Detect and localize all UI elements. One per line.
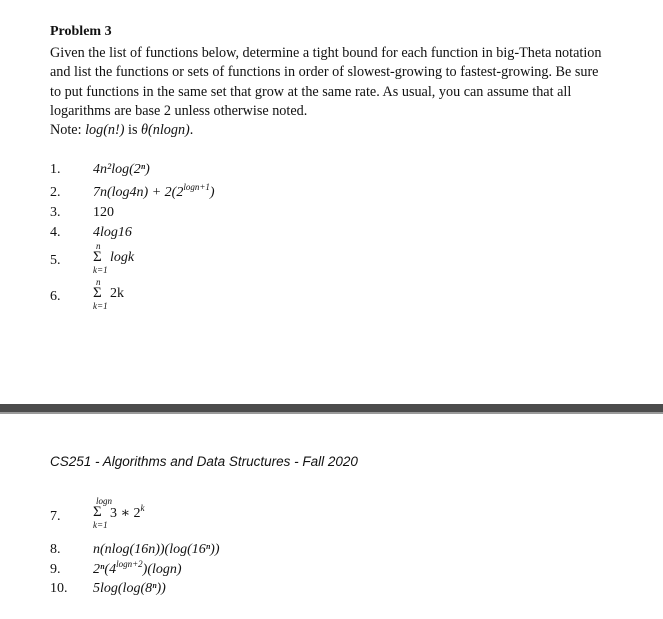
item-number: 8. [50, 542, 61, 557]
item-expression: 5log(log(8ⁿ)) [93, 581, 166, 596]
note-is: is [128, 122, 138, 138]
summation [93, 277, 153, 317]
sum-body-superscript: k [140, 503, 145, 513]
item-expression [93, 559, 182, 578]
expr-main: 2ⁿ(4 [93, 562, 117, 577]
note-expression: log(n!) [85, 122, 125, 138]
page-divider [0, 404, 663, 412]
item-expression: 4log16 [93, 225, 132, 240]
expr-end: )(logn) [142, 562, 182, 577]
item-expression: 4n²log(2ⁿ) [93, 162, 150, 177]
summation [93, 241, 153, 281]
expr-main: 7n(log4n) + 2(2 [93, 185, 184, 200]
item-number: 2. [50, 185, 61, 200]
note-label: Note: [50, 122, 82, 138]
sum-upper-limit: logn [96, 496, 113, 506]
problem-intro: Given the list of functions below, determine a tight bound for each function in big-Theta notation and list the functions or sets of functions in order of slowest-growing to fastest-growing. Be sure to put functions in the same set that grow at the same rate. As usual, you can assume that all logarithms are base 2 unless otherwise noted. [50, 45, 602, 120]
expr-superscript: logn+1 [183, 182, 210, 192]
sum-upper-limit: n [96, 277, 101, 287]
sum-body-main: 3 ∗ 2 [110, 506, 141, 521]
expr-superscript: logn+2 [116, 559, 143, 569]
note-theta: θ(nlogn) [141, 122, 190, 138]
item-number: 5. [50, 253, 61, 268]
sum-lower-limit: k=1 [93, 520, 108, 530]
note-end: . [189, 122, 194, 138]
problem-note [50, 122, 193, 139]
item-expression: n(nlog(16n))(log(16ⁿ)) [93, 542, 220, 557]
summation [93, 496, 153, 536]
sum-lower-limit: k=1 [93, 301, 108, 311]
item-expression: 120 [93, 205, 114, 220]
problem-title: Problem 3 [50, 24, 112, 39]
sum-body: logk [110, 250, 135, 265]
sum-sigma: Σ [93, 285, 102, 301]
sum-lower-limit: k=1 [93, 265, 108, 275]
sum-body: 2k [110, 286, 124, 301]
item-number: 7. [50, 509, 61, 524]
item-number: 3. [50, 205, 61, 220]
item-number: 4. [50, 225, 61, 240]
sum-upper-limit: n [96, 241, 101, 251]
item-expression [93, 182, 215, 201]
expr-end: ) [209, 185, 215, 200]
item-number: 1. [50, 162, 61, 177]
course-title: CS251 - Algorithms and Data Structures - Fall 2020 [50, 454, 358, 469]
item-number: 9. [50, 562, 61, 577]
sum-sigma: Σ [93, 504, 102, 520]
sum-sigma: Σ [93, 249, 102, 265]
sum-body [110, 505, 145, 522]
item-number: 6. [50, 289, 61, 304]
item-number: 10. [50, 581, 68, 596]
